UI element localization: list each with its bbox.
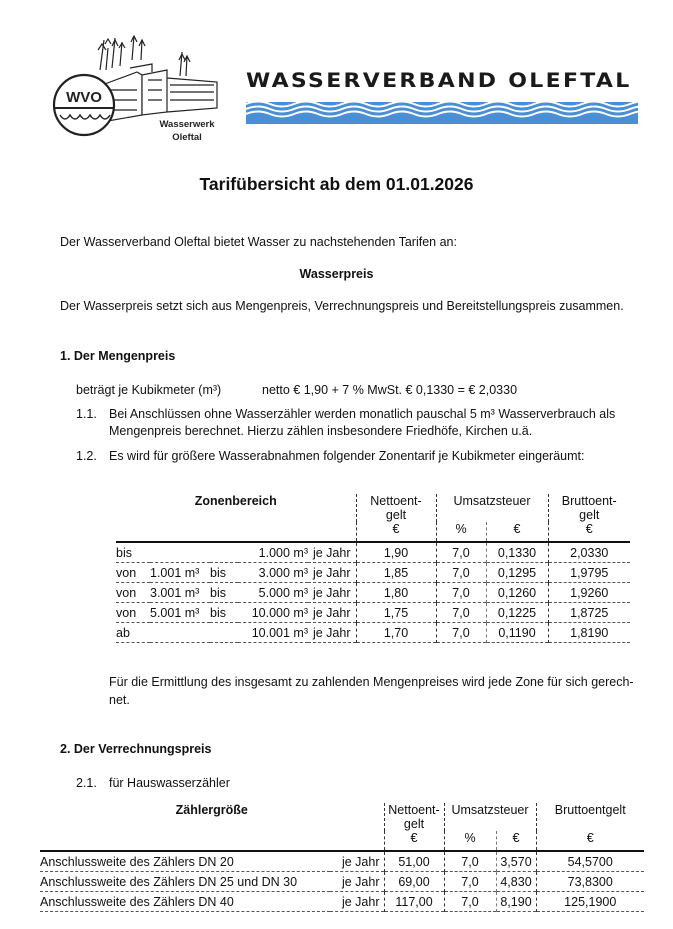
price-value: netto € 1,90 + 7 % MwSt. € 0,1330 = € 2,0330 — [262, 383, 518, 397]
table-row: von 3.001 m³ bis 5.000 m³ je Jahr 1,80 7,0 0,1260 1,9260 — [116, 583, 630, 603]
table-row: ab 10.001 m³ je Jahr 1,70 7,0 0,1190 1,8190 — [116, 623, 630, 643]
item-2-1-num: 2.1. — [76, 776, 97, 790]
zone-tariff-table — [116, 494, 630, 643]
header-zone: Zonenbereich — [194, 494, 277, 508]
brand-name: WASSERVERBAND OLEFTAL — [246, 70, 632, 93]
header-net: Nettoent- gelt — [384, 803, 444, 831]
item-1-1-text: Bei Anschlüssen ohne Wasserzähler werden monatlich pauschal 5 m³ Wasserverbrauch als — [109, 407, 616, 421]
header-vat-eur: € — [486, 522, 548, 542]
waves-icon — [246, 100, 638, 124]
header-gross-unit: € — [536, 831, 644, 851]
item-1-1-num: 1.1. — [76, 407, 97, 421]
header-gross: Bruttoent- gelt — [548, 494, 630, 522]
meter-price-table — [40, 803, 644, 912]
header-vat-eur: € — [496, 831, 536, 851]
svg-text:Wasserwerk: Wasserwerk — [159, 119, 215, 130]
header-size: Zählergröße — [175, 803, 248, 817]
subtitle-wasserpreis: Wasserpreis — [299, 267, 374, 281]
svg-text:Oleftal: Oleftal — [172, 132, 202, 143]
header-net-unit: € — [356, 522, 436, 542]
table-row: bis 1.000 m³ je Jahr 1,90 7,0 0,1330 2,0330 — [116, 542, 630, 563]
wvo-logo — [42, 30, 252, 150]
header-vat-pct: % — [436, 522, 486, 542]
table-row: Anschlussweite des Zählers DN 25 und DN 30 je Jahr 69,00 7,0 4,830 73,8300 — [40, 872, 644, 892]
table-row: Anschlussweite des Zählers DN 40 je Jahr 117,00 7,0 8,190 125,1900 — [40, 892, 644, 912]
header-vat: Umsatzsteuer — [444, 803, 536, 831]
item-1-2-num: 1.2. — [76, 449, 97, 463]
page-title: Tarifübersicht ab dem 01.01.2026 — [199, 174, 474, 194]
zone-note-2: net. — [109, 693, 130, 707]
table-row: von 1.001 m³ bis 3.000 m³ je Jahr 1,85 7,0 0,1295 1,9795 — [116, 563, 630, 583]
header-vat: Umsatzsteuer — [436, 494, 548, 522]
item-1-2-text: Es wird für größere Wasserabnahmen folgender Zonentarif je Kubikmeter eingeräumt: — [109, 449, 585, 463]
header-net: Nettoent- gelt — [356, 494, 436, 522]
svg-text:WVO: WVO — [66, 89, 102, 106]
header-gross-unit: € — [548, 522, 630, 542]
item-1-1-text-2: Mengenpreis berechnet. Hierzu zählen insbesondere Friedhöfe, Kirchen u.ä. — [109, 424, 533, 438]
section2-heading: 2. Der Verrechnungspreis — [60, 742, 212, 756]
section1-heading: 1. Der Mengenpreis — [60, 349, 176, 363]
zone-note: Für die Ermittlung des insgesamt zu zahlenden Mengenpreises wird jede Zone für sich gerech- — [109, 675, 634, 689]
table-row: Anschlussweite des Zählers DN 20 je Jahr 51,00 7,0 3,570 54,5700 — [40, 851, 644, 872]
header-vat-pct: % — [444, 831, 496, 851]
intro-text: Der Wasserverband Oleftal bietet Wasser zu nachstehenden Tarifen an: — [60, 235, 457, 249]
header-gross: Bruttoentgelt — [536, 803, 644, 831]
summary-text: Der Wasserpreis setzt sich aus Mengenpreis, Verrechnungspreis und Bereitstellungspreis zusammen. — [60, 299, 624, 313]
price-label: beträgt je Kubikmeter (m³) — [76, 383, 222, 397]
table-row: von 5.001 m³ bis 10.000 m³ je Jahr 1,75 7,0 0,1225 1,8725 — [116, 603, 630, 623]
header-net-unit: € — [384, 831, 444, 851]
item-2-1-text: für Hauswasserzähler — [109, 776, 230, 790]
